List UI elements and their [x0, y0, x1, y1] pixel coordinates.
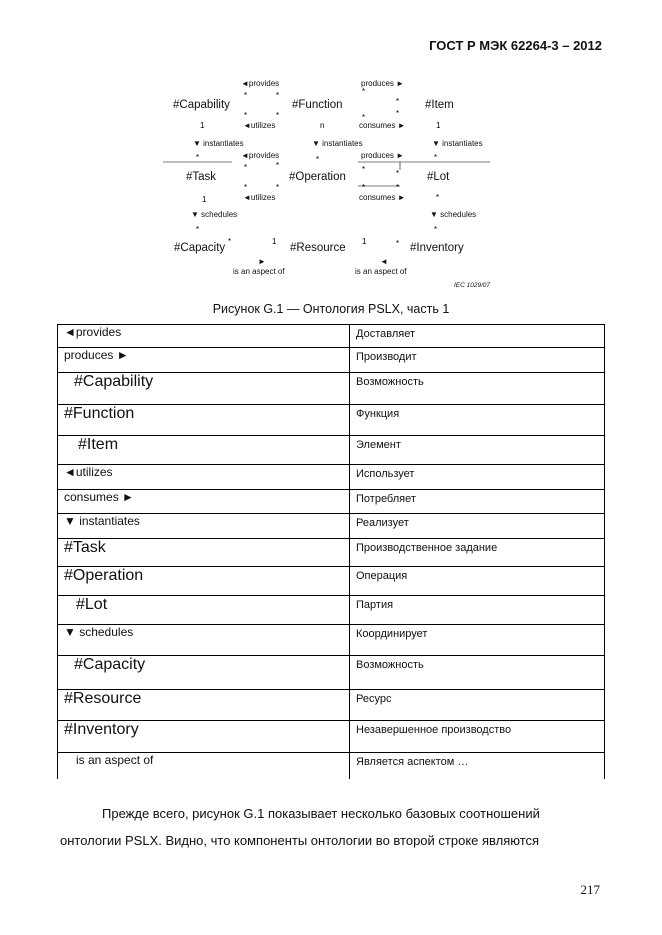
node-capacity: #Capacity [174, 242, 226, 254]
svg-text:*: * [396, 183, 400, 192]
svg-text:*: * [396, 97, 400, 106]
ontology-diagram [0, 0, 662, 300]
body-paragraph-line1: Прежде всего, рисунок G.1 показывает несколько базовых соотношений [102, 806, 540, 821]
figure-caption: Рисунок G.1 — Онтология PSLX, часть 1 [212, 302, 450, 316]
rel-utilizes-top: ◄utilizes [243, 121, 276, 130]
svg-text:1: 1 [202, 195, 207, 204]
term-ru: Функция [350, 405, 605, 436]
term-ru: Элемент [350, 436, 605, 465]
table-row [58, 514, 605, 539]
page-number: 217 [580, 882, 600, 897]
term-en: #Task [58, 539, 350, 567]
term-ru: Партия [350, 596, 605, 625]
rel-instantiates-left: ▼ instantiates [193, 139, 244, 148]
term-ru: Реализует [350, 514, 605, 539]
svg-text:*: * [244, 111, 248, 120]
svg-text:*: * [196, 153, 200, 162]
node-item: #Item [425, 99, 454, 111]
table-row [58, 625, 605, 656]
svg-text:1: 1 [200, 121, 205, 130]
rel-consumes-mid: consumes ► [359, 193, 406, 202]
diagram-lines [0, 0, 662, 300]
svg-text:n: n [320, 121, 325, 130]
table-row [58, 436, 605, 465]
rel-instantiates-middle: ▼ instantiates [312, 139, 363, 148]
table-row [58, 405, 605, 436]
term-en: ◄provides [58, 325, 350, 348]
figure-code: IEC 1029/07 [454, 282, 491, 289]
term-en: #Item [58, 436, 350, 465]
term-ru: Ресурс [350, 690, 605, 721]
table-row [58, 753, 605, 779]
svg-text:1: 1 [436, 121, 441, 130]
svg-text:*: * [436, 193, 440, 202]
term-ru: Незавершенное производство [350, 721, 605, 753]
term-ru: Координирует [350, 625, 605, 656]
rel-schedules-right: ▼ schedules [430, 210, 477, 219]
svg-text:*: * [276, 161, 280, 170]
node-resource: #Resource [290, 242, 346, 254]
term-en: #Lot [58, 596, 350, 625]
term-en: ▼ schedules [58, 625, 350, 656]
svg-text:*: * [276, 111, 280, 120]
term-ru: Использует [350, 465, 605, 490]
table-row [58, 490, 605, 514]
rel-schedules-left: ▼ schedules [191, 210, 238, 219]
term-en: #Operation [58, 567, 350, 596]
node-operation: #Operation [289, 171, 346, 183]
svg-text:*: * [276, 183, 280, 192]
svg-text:1: 1 [272, 237, 277, 246]
term-ru: Является аспектом … [350, 753, 605, 779]
term-ru: Доставляет [350, 325, 605, 348]
node-function: #Function [292, 99, 343, 111]
svg-text:*: * [434, 153, 438, 162]
svg-text:*: * [434, 225, 438, 234]
svg-text:*: * [396, 169, 400, 178]
table-row [58, 690, 605, 721]
arrow-right: ► [258, 257, 266, 266]
node-inventory: #Inventory [410, 242, 464, 254]
glossary-table [57, 324, 605, 779]
term-en: ◄utilizes [58, 465, 350, 490]
term-ru: Производит [350, 348, 605, 373]
arrow-left: ◄ [380, 257, 388, 266]
rel-provides-top: ◄provides [241, 79, 280, 88]
table-row [58, 656, 605, 690]
term-en: #Function [58, 405, 350, 436]
svg-text:*: * [396, 109, 400, 118]
node-task: #Task [186, 171, 217, 183]
node-lot: #Lot [427, 171, 450, 183]
term-en: #Capacity [58, 656, 350, 690]
rel-provides-mid: ◄provides [241, 151, 280, 160]
document-header: ГОСТ Р МЭК 62264-3 – 2012 [429, 38, 602, 53]
term-ru: Возможность [350, 373, 605, 405]
rel-produces-mid: produces ► [361, 151, 405, 160]
svg-text:*: * [316, 155, 320, 164]
term-en: #Inventory [58, 721, 350, 753]
rel-consumes-top: consumes ► [359, 121, 406, 130]
node-capability: #Capability [173, 99, 230, 111]
table-row [58, 348, 605, 373]
table-row [58, 567, 605, 596]
table-row [58, 596, 605, 625]
table-row [58, 721, 605, 753]
svg-text:*: * [362, 165, 366, 174]
rel-aspect-right: is an aspect of [355, 267, 407, 276]
term-en: is an aspect of [58, 753, 350, 779]
svg-text:*: * [362, 113, 366, 122]
term-ru: Производственное задание [350, 539, 605, 567]
term-en: ▼ instantiates [58, 514, 350, 539]
svg-text:1: 1 [362, 237, 367, 246]
term-en: produces ► [58, 348, 350, 373]
svg-text:*: * [276, 91, 280, 100]
svg-text:*: * [244, 91, 248, 100]
body-paragraph-line2: онтологии PSLX. Видно, что компоненты онтологии во второй строке являются [60, 833, 540, 848]
table-row [58, 373, 605, 405]
term-ru: Возможность [350, 656, 605, 690]
svg-text:*: * [362, 183, 366, 192]
term-ru: Операция [350, 567, 605, 596]
term-en: #Capability [58, 373, 350, 405]
rel-utilizes-mid: ◄utilizes [243, 193, 276, 202]
rel-aspect-left: is an aspect of [233, 267, 285, 276]
svg-text:*: * [362, 87, 366, 96]
term-en: consumes ► [58, 490, 350, 514]
svg-text:*: * [244, 163, 248, 172]
rel-produces-top: produces ► [361, 79, 405, 88]
table-row [58, 325, 605, 348]
table-row [58, 465, 605, 490]
term-ru: Потребляет [350, 490, 605, 514]
term-en: #Resource [58, 690, 350, 721]
table-row [58, 539, 605, 567]
svg-text:*: * [228, 237, 232, 246]
svg-text:*: * [396, 239, 400, 248]
svg-text:*: * [196, 225, 200, 234]
rel-instantiates-right: ▼ instantiates [432, 139, 483, 148]
svg-text:*: * [244, 183, 248, 192]
